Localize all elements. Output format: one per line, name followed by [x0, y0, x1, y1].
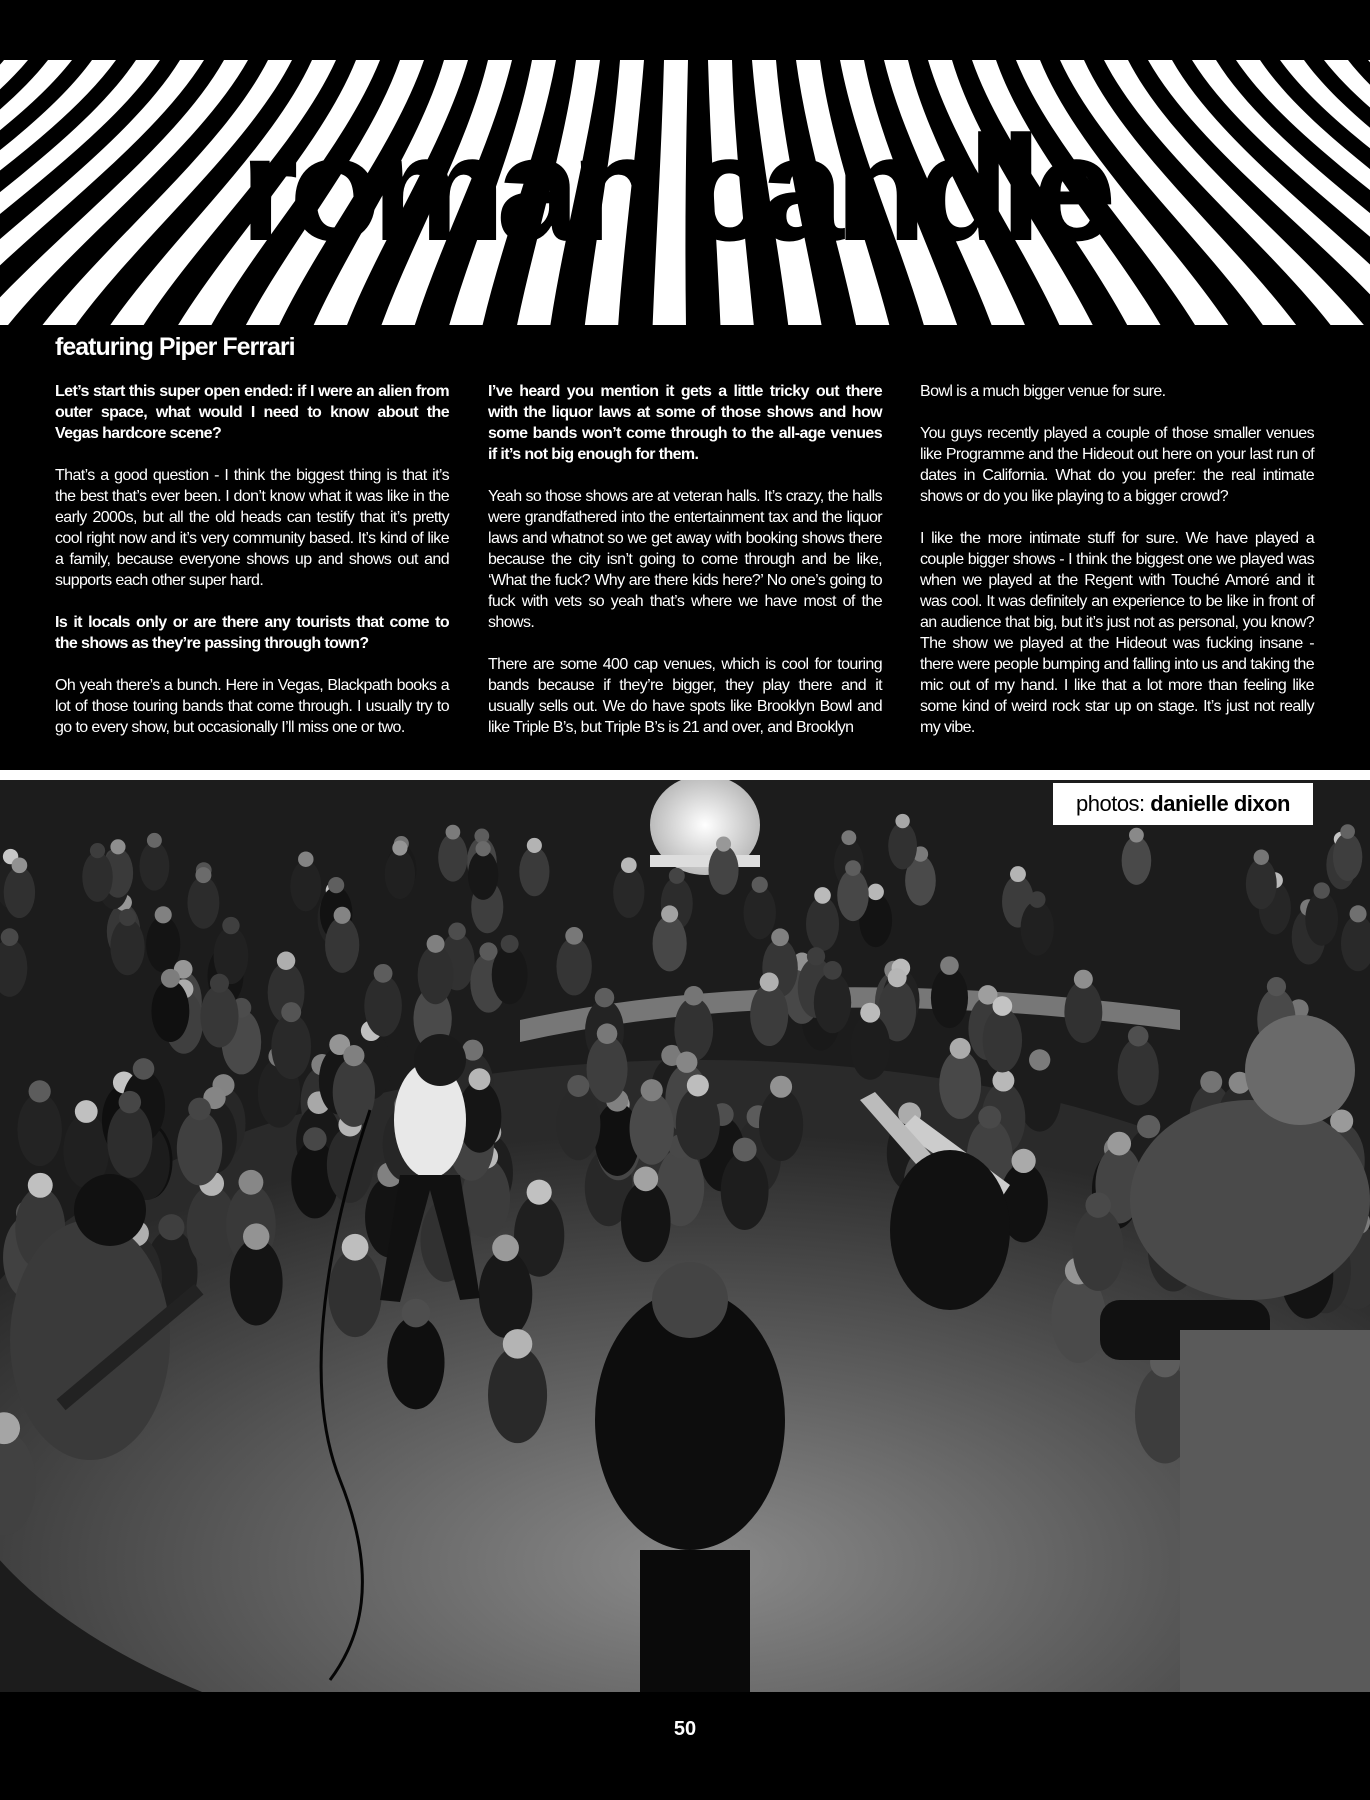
crowd-person-head	[814, 887, 831, 904]
crowd-person-head	[684, 986, 703, 1005]
crowd-person-body	[621, 1181, 670, 1262]
crowd-person-body	[931, 967, 968, 1028]
crowd-person-head	[1200, 1071, 1222, 1093]
crowd-person-head	[342, 1234, 369, 1261]
crowd-person-head	[210, 974, 229, 993]
bowl-ledge	[1180, 1330, 1370, 1692]
crowd-person-body	[708, 845, 738, 894]
crowd-person-head	[277, 952, 295, 970]
crowd-person-body	[939, 1050, 981, 1119]
crowd-person-head	[978, 1106, 1001, 1129]
crowd-person-body	[743, 886, 775, 939]
crowd-person-body	[230, 1239, 283, 1325]
crowd-person-head	[12, 858, 28, 874]
bassist-beanie	[74, 1174, 146, 1246]
sitting-figure	[1130, 1100, 1370, 1300]
crowd-person-body	[676, 1087, 720, 1159]
crowd-person-head	[687, 1074, 709, 1096]
crowd-person-head	[1128, 1026, 1149, 1047]
crowd-person-body	[1118, 1038, 1159, 1105]
title-banner	[0, 0, 1370, 325]
crowd-person-head	[328, 877, 344, 893]
crowd-person-head	[841, 830, 856, 845]
crowd-member-shirt	[890, 1150, 1010, 1310]
crowd-person-body	[271, 1014, 311, 1079]
crowd-person-head	[161, 969, 180, 988]
crowd-person-body	[418, 946, 454, 1005]
crowd-person-head	[641, 1079, 663, 1101]
vocalist-hair	[414, 1034, 466, 1086]
crowd-person-body	[1073, 1207, 1124, 1290]
crowd-person-body	[468, 850, 498, 900]
crowd-person-body	[630, 1092, 674, 1165]
concert-photo	[0, 780, 1370, 1692]
photo-credit-prefix: photos:	[1076, 791, 1151, 816]
crowd-person-head	[1107, 1132, 1131, 1156]
interview-answer: That’s a good question - I think the biggest thing is that it’s the best that’s ever been. I don’t know what it was like in the early 2000s, but all the old heads can testify that it’s pretty cool right now and it’s very community based. It’s kind of like a family, because everyone shows up and shows out and supports each other super hard.	[55, 467, 449, 589]
crowd-person-head	[1085, 1192, 1111, 1218]
crowd-person-head	[281, 1002, 301, 1022]
crowd-person-body	[814, 972, 851, 1033]
interview-answer: There are some 400 cap venues, which is cool for touring bands because if they’re bigger, they play there and it usually sells out. We do have spots like Brooklyn Bowl and like Triple B’s, but Triple B’s is 21 and over, and Brooklyn	[488, 656, 882, 736]
lamp-rim	[650, 855, 760, 867]
crowd-person-body	[1246, 859, 1277, 910]
crowd-person-body	[519, 847, 549, 896]
crowd-person-head	[770, 1076, 792, 1098]
crowd-person-head	[992, 996, 1012, 1016]
crowd-person-head	[479, 942, 497, 960]
guitarist-head	[652, 1262, 728, 1338]
crowd-person-head	[823, 961, 842, 980]
crowd-person-head	[188, 1098, 211, 1121]
crowd-person-head	[676, 1052, 697, 1073]
crowd-person-body	[888, 822, 917, 869]
crowd-person-body	[1305, 892, 1338, 946]
crowd-person-body	[556, 937, 591, 995]
crowd-person-head	[888, 968, 907, 987]
crowd-person-head	[334, 907, 351, 924]
crowd-person-head	[895, 814, 909, 828]
crowd-person-head	[527, 838, 542, 853]
crowd-person-head	[950, 1038, 971, 1059]
interview-answer: I like the more intimate stuff for sure. We have played a couple bigger shows - I think the biggest one we played was when we played at the Regent with Touché Amoré and it was cool. It was definitely an experience to be like in front of an audience that big, but it’s just not as personal, you know? The show we played at the Hideout was fucking insane - there were people bumping and falling into us and taking the mic out of my hand. I like that a lot more than feeling like some kind of weird rock star up on stage. It’s just not really my vibe.	[920, 530, 1314, 736]
crowd-person-body	[488, 1347, 547, 1444]
crowd-person-head	[1254, 850, 1269, 865]
crowd-person-body	[177, 1111, 222, 1185]
crowd-person-head	[392, 840, 407, 855]
guitarist-legs	[640, 1550, 750, 1692]
crowd-person-head	[427, 935, 445, 953]
crowd-person-body	[4, 867, 35, 918]
crowd-person-head	[222, 917, 239, 934]
sitting-figure-hair	[1245, 1015, 1355, 1125]
crowd-person-head	[303, 1127, 327, 1151]
crowd-person-head	[90, 843, 105, 858]
crowd-person-head	[1137, 1115, 1160, 1138]
crowd-person-body	[492, 946, 528, 1005]
crowd-person-head	[669, 868, 685, 884]
page-number: 50	[673, 1718, 697, 1740]
crowd-person-head	[567, 1075, 589, 1097]
crowd-person-head	[1350, 905, 1367, 922]
crowd-person-head	[476, 841, 491, 856]
crowd-person-head	[469, 1068, 491, 1090]
crowd-person-head	[1074, 970, 1093, 989]
crowd-person-body	[850, 1015, 890, 1080]
interview-answer: Oh yeah there’s a bunch. Here in Vegas, Blackpath books a lot of those touring bands that come through. I usually try to go to every show, but occasionally I’ll miss one or two.	[55, 677, 449, 736]
crowd-person-head	[501, 935, 519, 953]
crowd-person-head	[771, 928, 789, 946]
crowd-person-head	[195, 867, 211, 883]
crowd-person-head	[760, 972, 779, 991]
crowd-person-body	[587, 1036, 628, 1103]
photo-credit-name: danielle dixon	[1150, 791, 1290, 816]
interview-question: Let’s start this super open ended: if I were an alien from outer space, what would I need to know about the Vegas hardcore scene?	[55, 383, 449, 442]
crowd-person-head	[621, 857, 637, 873]
crowd-person-body	[151, 980, 189, 1042]
crowd-person-body	[107, 1104, 152, 1178]
crowd-person-body	[556, 1088, 600, 1160]
crowd-person-head	[239, 1170, 264, 1195]
crowd-person-head	[119, 909, 136, 926]
crowd-person-head	[110, 839, 125, 854]
crowd-person-head	[716, 837, 731, 852]
interview-question: I’ve heard you mention it gets a little tricky out there with the liquor laws at some of those shows and how some bands won’t come through to the all-age venues if it’s not big enough for them.	[488, 383, 882, 463]
crowd-person-head	[28, 1173, 53, 1198]
crowd-person-head	[402, 1299, 431, 1328]
crowd-person-head	[595, 988, 615, 1008]
interview-answer: You guys recently played a couple of those smaller venues like Programme and the Hideout out here on your last run of dates in California. What do you prefer: the real intimate shows or do you like playing to a bigger crowd?	[920, 425, 1314, 505]
crowd-person-head	[75, 1100, 98, 1123]
crowd-person-head	[860, 1003, 880, 1023]
crowd-person-head	[940, 956, 959, 975]
crowd-person-head	[565, 927, 583, 945]
interview-answer: Bowl is a much bigger venue for sure.	[920, 383, 1166, 400]
crowd-person-head	[867, 884, 883, 900]
crowd-person-head	[1267, 977, 1286, 996]
crowd-person-body	[983, 1008, 1022, 1073]
crowd-person-body	[438, 833, 467, 881]
crowd-person-body	[325, 917, 359, 973]
crowd-person-head	[1010, 866, 1026, 882]
crowd-person-body	[387, 1316, 444, 1410]
crowd-person-body	[200, 985, 238, 1047]
crowd-person-body	[187, 877, 219, 929]
crowd-person-body	[837, 870, 869, 922]
crowd-illustration	[0, 780, 1370, 1692]
crowd-person-head	[343, 1045, 364, 1066]
banner-top-edge	[0, 0, 1370, 60]
photo-credit	[1053, 783, 1313, 825]
text-column-3	[920, 381, 1314, 759]
crowd-person-head	[474, 829, 489, 844]
crowd-person-head	[119, 1091, 142, 1114]
crowd-person-body	[1021, 901, 1054, 956]
crowd-person-head	[374, 964, 393, 983]
text-column-2	[488, 381, 882, 759]
crowd-person-head	[1313, 882, 1329, 898]
crowd-person-body	[759, 1089, 803, 1161]
crowd-person-head	[147, 833, 162, 848]
article-byline: featuring Piper Ferrari	[55, 333, 295, 361]
crowd-person-body	[290, 861, 321, 912]
crowd-person-body	[327, 1127, 373, 1203]
crowd-person-body	[110, 919, 144, 975]
crowd-person-head	[155, 906, 172, 923]
crowd-person-body	[613, 867, 644, 918]
section-divider	[0, 770, 1370, 780]
crowd-person-head	[992, 1070, 1014, 1092]
crowd-person-head	[1, 928, 19, 946]
crowd-person-body	[364, 975, 402, 1037]
crowd-person-body	[750, 984, 788, 1046]
text-column-1	[55, 381, 449, 759]
crowd-person-body	[385, 849, 415, 899]
crowd-person-head	[661, 905, 678, 922]
crowd-person-head	[845, 860, 861, 876]
crowd-person-head	[133, 1058, 155, 1080]
crowd-person-body	[17, 1093, 61, 1166]
crowd-person-body	[721, 1152, 769, 1230]
crowd-person-head	[492, 1235, 519, 1262]
crowd-person-body	[674, 998, 713, 1062]
crowd-person-head	[1012, 1149, 1036, 1173]
crowd-person-body	[1122, 836, 1152, 884]
article-title: roman candle	[240, 104, 1108, 272]
interview-answer: Yeah so those shows are at veteran halls. It’s crazy, the halls were grandfathered into the entertainment tax and the liquor laws and whatnot so we get away with booking shows there because the city isn’t going to come through and be like, ‘What the fuck? Why are there kids here?’ No one’s going to fuck with vets so yeah that’s where we have most of the shows.	[488, 488, 882, 631]
crowd-person-head	[752, 877, 768, 893]
crowd-person-body	[146, 916, 180, 972]
crowd-person-body	[1064, 981, 1102, 1043]
crowd-person-body	[139, 842, 169, 891]
crowd-person-head	[448, 922, 466, 940]
crowd-person-head	[243, 1223, 269, 1249]
crowd-person-head	[1340, 824, 1355, 839]
crowd-person-body	[479, 1250, 532, 1338]
crowd-person-body	[82, 852, 112, 902]
crowd-person-head	[733, 1138, 757, 1162]
crowd-person-head	[527, 1180, 552, 1205]
crowd-person-head	[1029, 1049, 1050, 1070]
crowd-person-head	[1029, 891, 1046, 908]
crowd-person-head	[503, 1329, 533, 1359]
crowd-person-body	[806, 897, 839, 951]
interview-question: Is it locals only or are there any tourists that come to the shows as they’re passing through town?	[55, 614, 449, 652]
crowd-person-head	[298, 851, 313, 866]
crowd-person-head	[158, 1214, 184, 1240]
crowd-person-head	[29, 1080, 51, 1102]
crowd-person-head	[1129, 828, 1144, 843]
crowd-person-head	[633, 1166, 658, 1191]
crowd-person-body	[653, 916, 687, 972]
crowd-person-head	[597, 1023, 618, 1044]
crowd-person-body	[328, 1250, 381, 1337]
crowd-person-body	[1333, 833, 1362, 881]
crowd-person-head	[446, 825, 461, 840]
crowd-person-head	[807, 947, 825, 965]
